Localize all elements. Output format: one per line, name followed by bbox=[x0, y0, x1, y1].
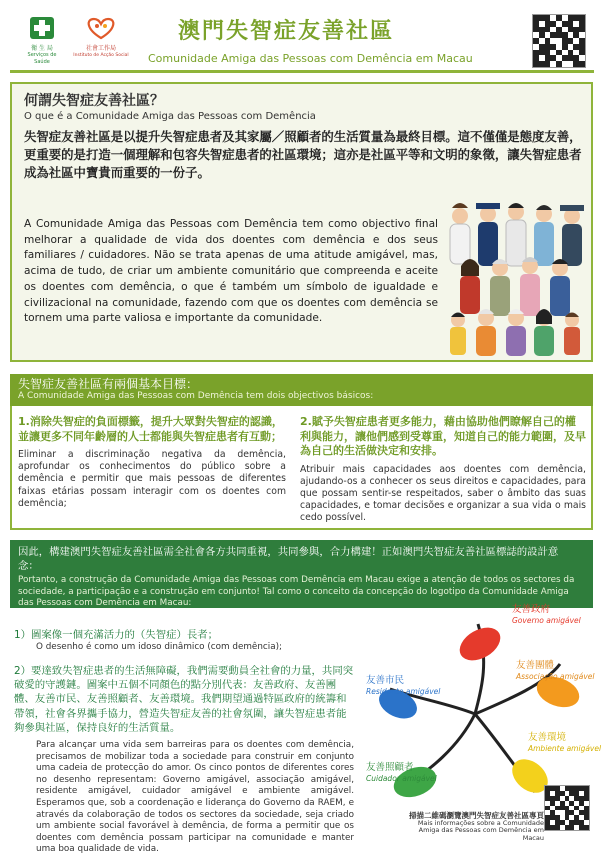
logo-meaning-1-zh: 1）圖案像一個充滿活力的（失智症）長者； bbox=[14, 629, 219, 641]
label-carer-pt: Cuidador amigável bbox=[366, 774, 437, 783]
intro-body-pt: A Comunidade Amiga das Pessoas com Demência tem como objectivo final melhorar a qualidade de vida dos doentes com demência e dos seus familiares / cuidadores. Não se trata apenas de uma atitude amigável, mas, acima de tudo, de criar um ambiente comunitário que compreenda e aceite os doentes com demência, o que é também um símbolo de igualdade e civilizacional na comunidade, fazendo com que os doentes com demência se tornem uma parte valiosa e importante da comunidade. bbox=[24, 218, 438, 325]
call-to-action-zh: 因此，構建澳門失智症友善社區需全社會各方共同重視，共同參與，合力構建！正如澳門失智症友善社區標誌的設計意念： bbox=[18, 546, 559, 572]
goal-1 bbox=[18, 415, 286, 510]
person-nurse bbox=[534, 205, 554, 266]
logo-meaning-2-pt: Para alcançar uma vida sem barreiras para os doentes com demência, precisamos de mobilizar toda a sociedade para construir em conjunto uma cadeia de protecção do amor. Os cinco pontos de diferentes cores no desenho representam: Governo amigável, associação amigável, residente amigável, cuidador amigável e ambiente amigável. Esperamos que, sob a coordenação e liderança do Governo da RAEM, e através da colaboração de todos os sectores da sociedade, seja criado um ambiente social favorável à demência, de forma a permitir que os doentes com demência possam participar na comunidade e manter uma boa qualidade de vida. bbox=[36, 740, 354, 855]
header-divider bbox=[10, 70, 594, 73]
logo-meaning-1-pt: O desenho é como um idoso dinâmico (com demência); bbox=[36, 642, 282, 652]
label-env-pt: Ambiente amigável bbox=[528, 744, 602, 753]
person-youth bbox=[564, 313, 580, 356]
person-police bbox=[476, 203, 500, 266]
goal-1-zh: 1.消除失智症的負面標籤，提升大眾對失智症的認識，並讓更多不同年齡層的人士都能與失智症患者有互動； bbox=[18, 415, 283, 443]
person-man-blue bbox=[550, 259, 570, 316]
label-friendly-association bbox=[516, 660, 595, 682]
person-elder-purple bbox=[506, 309, 526, 356]
label-gov-zh: 友善政府 bbox=[512, 604, 551, 615]
social-welfare-heart-icon bbox=[72, 15, 130, 41]
goal-1-pt: Eliminar a discriminação negativa da demência, aprofundar os conhecimentos do público sobre a demência e permitir que mais pessoas de diferentes faixas etárias possam interagir com os doentes com demência; bbox=[18, 449, 286, 509]
person-elder-grey bbox=[490, 259, 510, 316]
footer-qr-code[interactable] bbox=[544, 785, 590, 831]
label-env-zh: 友善環境 bbox=[528, 732, 567, 743]
label-resident-zh: 友善市民 bbox=[366, 675, 405, 686]
page-subtitle: Comunidade Amiga das Pessoas com Demência em Macau bbox=[148, 52, 473, 65]
person-worker bbox=[560, 205, 584, 266]
label-gov-pt: Governo amigável bbox=[512, 616, 581, 625]
goal-2-pt: Atribuir mais capacidades aos doentes com demência, ajudando-os a conhecer os seus direitos e capacidades, para que possam sentir-se respeitados, saber o âmbito das suas capacidades, e tomar decisões e organizar a sua vida o mais cedo possível. bbox=[300, 463, 586, 524]
intro-question-zh: 何謂失智症友善社區？ bbox=[24, 93, 164, 109]
social-welfare-caption-zh: 社會工作局 bbox=[85, 45, 116, 52]
label-assoc-pt: Associação amigável bbox=[516, 672, 595, 681]
person-child bbox=[450, 313, 466, 356]
person-doctor bbox=[450, 203, 470, 264]
goals-heading-zh: 失智症友善社區有兩個基本目標： bbox=[18, 377, 199, 391]
label-carer-zh: 友善照顧者 bbox=[366, 762, 414, 773]
goal-2-zh: 2.賦予失智症患者更多能力，藉由協助他們瞭解自己的權利與能力，讓他們感到受尊重，知道自己的能力範圍，及早為自己的生活做決定和安排。 bbox=[300, 415, 586, 457]
label-friendly-government bbox=[512, 604, 581, 626]
footer-caption bbox=[396, 812, 544, 842]
label-friendly-carer bbox=[366, 762, 437, 784]
health-bureau-logo bbox=[22, 15, 62, 65]
health-bureau-caption-pt: Serviços de Saúde bbox=[27, 52, 57, 65]
health-cross-icon bbox=[22, 15, 62, 41]
footer-caption-zh: 掃描二維碼瀏覽澳門失智症友善社區專頁 bbox=[409, 811, 544, 820]
social-welfare-caption-pt: Instituto de Acção Social bbox=[73, 53, 129, 58]
person-man bbox=[506, 203, 526, 266]
person-elder-pink bbox=[520, 257, 540, 316]
intro-body-zh: 失智症友善社區是以提升失智症患者及其家屬／照顧者的生活質量為最終目標。這不僅僅是態度友善，更重要的是打造一個理解和包容失智症患者的社區環境；這亦是社區平等和文明的象徵，讓失智症患者成為社區中寶貴而重要的一份子。 bbox=[24, 129, 582, 180]
intro-question-pt: O que é a Comunidade Amiga das Pessoas com Demência bbox=[24, 111, 316, 122]
label-friendly-resident bbox=[366, 675, 440, 697]
community-people-illustration bbox=[440, 194, 588, 358]
label-assoc-zh: 友善團體 bbox=[516, 660, 555, 671]
footer-caption-pt: Mais informações sobre a Comunidade Amiga das Pessoas com Demência em Macau bbox=[417, 818, 544, 842]
person-woman-red bbox=[460, 259, 480, 314]
person-woman-green bbox=[534, 309, 554, 356]
logo-meaning-2-zh: 2）要達致失智症患者的生活無障礙，我們需要動員全社會的力量，共同突破愛的守護鏈。圖案中五個不同顏色的點分別代表：友善政府、友善團體、友善市民、友善照顧者、友善環境。我們期望通過特區政府的統籌和帶領，社會各界攜手協力，營造失智症友善的社會氛圍，讓失智症患者能夠參與社區，保持良好的生活質量。 bbox=[14, 665, 354, 734]
label-resident-pt: Residente amigável bbox=[366, 687, 441, 696]
page-title: 澳門失智症友善社區 bbox=[178, 19, 395, 44]
label-friendly-environment bbox=[528, 732, 601, 754]
social-welfare-logo bbox=[72, 15, 130, 58]
person-elder-orange bbox=[476, 309, 496, 356]
header-qr-code[interactable] bbox=[532, 14, 586, 68]
goal-2 bbox=[300, 415, 586, 525]
goals-heading-pt: A Comunidade Amiga das Pessoas com Demência tem dois objectivos básicos: bbox=[18, 391, 374, 401]
call-to-action-pt: Portanto, a construção da Comunidade Amiga das Pessoas com Demência em Macau exige a atenção de todos os sectores da sociedade, a participação e a construção em conjunto! Tal como o conceito da concepção do logotipo da Comunidade Amiga das Pessoas com Demência em Macau: bbox=[18, 575, 575, 608]
health-bureau-caption-zh: 衛 生 局 bbox=[31, 45, 53, 52]
